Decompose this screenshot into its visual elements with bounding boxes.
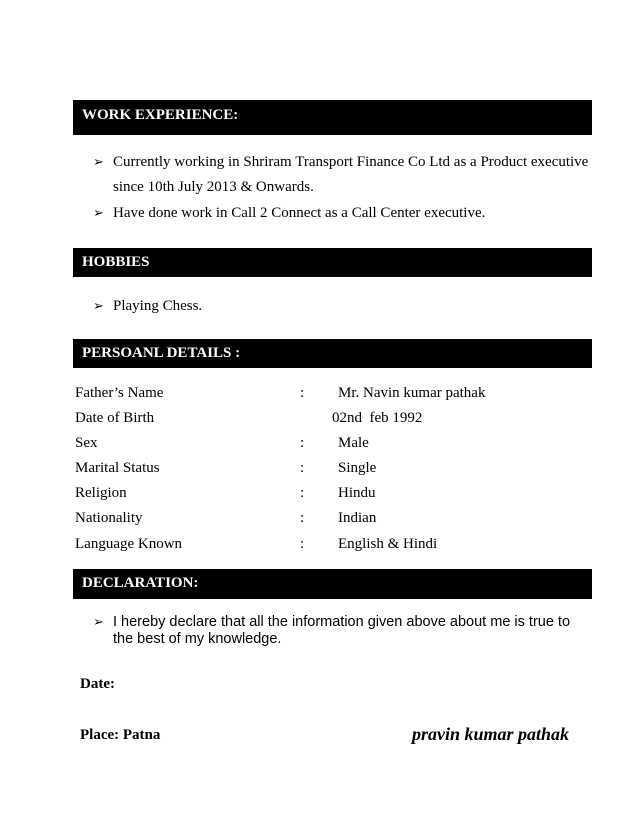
detail-row-marital-status: [75, 456, 595, 481]
detail-label: Language Known: [75, 536, 183, 552]
section-header-personal-details: [73, 339, 592, 368]
arrow-bullet-icon: ➢: [93, 206, 104, 221]
detail-colon: :: [300, 460, 305, 476]
detail-label: Marital Status: [75, 460, 160, 476]
detail-row-religion: [75, 481, 595, 506]
list-item: [93, 201, 593, 226]
list-item-text: I hereby declare that all the information given above about me is true to: [113, 614, 571, 630]
arrow-bullet-icon: ➢: [93, 155, 104, 170]
list-item: [93, 294, 393, 319]
list-item-text: Playing Chess.: [113, 298, 203, 314]
detail-row-date-of-birth: [75, 406, 595, 431]
section-header-hobbies: [73, 248, 592, 277]
detail-row-language-known: [75, 532, 595, 557]
list-item-text: Have done work in Call 2 Connect as a Call Center executive.: [113, 205, 486, 221]
detail-row-nationality: [75, 506, 595, 531]
list-item: [93, 614, 593, 654]
arrow-bullet-icon: ➢: [93, 615, 104, 630]
detail-colon: :: [300, 435, 305, 451]
section-header-work-experience: [73, 100, 592, 135]
detail-label: Date of Birth: [75, 410, 155, 426]
list-item: [93, 150, 593, 200]
detail-value: Single: [338, 460, 377, 476]
detail-value: Indian: [338, 510, 377, 526]
section-title: WORK EXPERIENCE:: [82, 107, 239, 123]
detail-value: English & Hindi: [338, 536, 438, 552]
detail-colon: :: [300, 385, 305, 401]
detail-value: Male: [338, 435, 369, 451]
list-item-text: Currently working in Shriram Transport Finance Co Ltd as a Product executive: [113, 154, 589, 170]
detail-value: Hindu: [338, 485, 376, 501]
place-label: Place: Patna: [80, 727, 161, 743]
detail-colon: :: [300, 510, 305, 526]
section-title: DECLARATION:: [82, 575, 199, 591]
detail-label: Religion: [75, 485, 127, 501]
detail-label: Nationality: [75, 510, 143, 526]
detail-value: 02nd feb 1992: [332, 410, 423, 426]
detail-row-sex: [75, 431, 595, 456]
detail-label: Father’s Name: [75, 385, 164, 401]
arrow-bullet-icon: ➢: [93, 299, 104, 314]
list-item-text-continued: since 10th July 2013 & Onwards.: [113, 179, 314, 195]
detail-value: Mr. Navin kumar pathak: [338, 385, 486, 401]
list-item-text-continued: the best of my knowledge.: [113, 631, 282, 647]
date-label: Date:: [80, 676, 115, 692]
section-title: PERSOANL DETAILS :: [82, 345, 241, 361]
detail-colon: :: [300, 485, 305, 501]
section-title: HOBBIES: [82, 254, 150, 270]
detail-row-fathers-name: [75, 381, 595, 406]
detail-label: Sex: [75, 435, 98, 451]
signature-name: pravin kumar pathak: [412, 724, 570, 744]
detail-colon: :: [300, 536, 305, 552]
section-header-declaration: [73, 569, 592, 599]
